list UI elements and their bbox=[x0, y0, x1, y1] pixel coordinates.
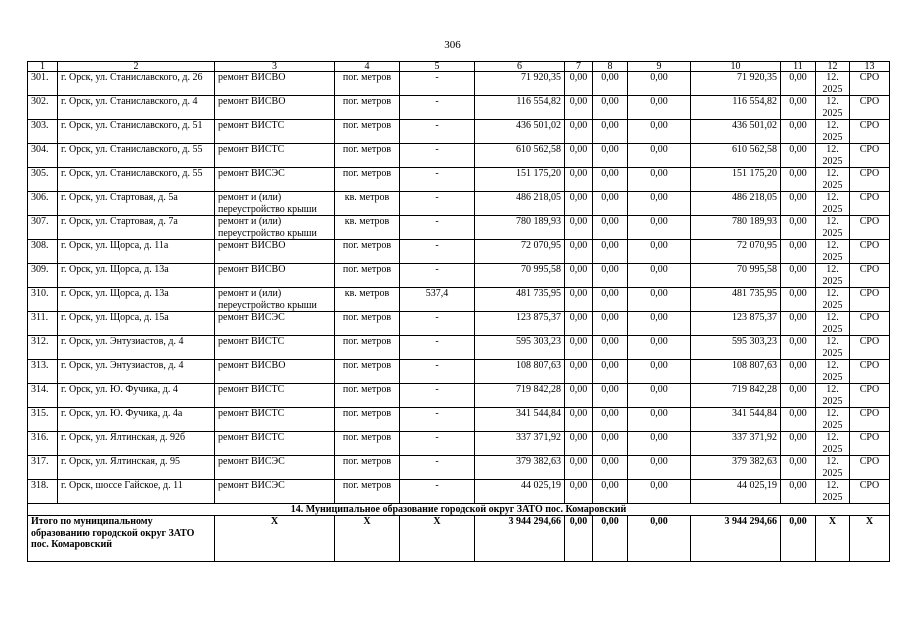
fund-cell-11: 0,00 bbox=[781, 96, 816, 120]
fund-cell-8: 0,00 bbox=[593, 144, 628, 168]
address-cell: г. Орск, ул. Щорса, д. 13а bbox=[58, 288, 215, 312]
fund-cell-10: 341 544,84 bbox=[691, 408, 781, 432]
row-number: 310. bbox=[28, 288, 58, 312]
table-row bbox=[28, 480, 890, 504]
fund-cell-9: 0,00 bbox=[628, 264, 691, 288]
work-type-cell: ремонт ВИСВО bbox=[215, 240, 335, 264]
fund-cell-7: 0,00 bbox=[565, 360, 593, 384]
fund-cell-8: 0,00 bbox=[593, 288, 628, 312]
fund-cell-8: 0,00 bbox=[593, 456, 628, 480]
address-cell: г. Орск, ул. Стартовая, д. 7а bbox=[58, 216, 215, 240]
cost-total-cell: 70 995,58 bbox=[475, 264, 565, 288]
row-number: 302. bbox=[28, 96, 58, 120]
unit-cell: пог. метров bbox=[335, 264, 400, 288]
method-cell: СРО bbox=[850, 264, 890, 288]
fund-cell-8: 0,00 bbox=[593, 240, 628, 264]
fund-cell-11: 0,00 bbox=[781, 168, 816, 192]
row-number: 313. bbox=[28, 360, 58, 384]
deadline-cell: 12. 2025 bbox=[816, 432, 850, 456]
unit-cell: пог. метров bbox=[335, 408, 400, 432]
work-type-cell: ремонт ВИСЭС bbox=[215, 480, 335, 504]
deadline-cell: 12. 2025 bbox=[816, 144, 850, 168]
work-type-cell: ремонт ВИСВО bbox=[215, 264, 335, 288]
deadline-cell: 12. 2025 bbox=[816, 120, 850, 144]
row-number: 312. bbox=[28, 336, 58, 360]
unit-cell: кв. метров bbox=[335, 192, 400, 216]
total-cell-9: 0,00 bbox=[628, 516, 691, 562]
cost-total-cell: 71 920,35 bbox=[475, 72, 565, 96]
cost-total-cell: 481 735,95 bbox=[475, 288, 565, 312]
fund-cell-11: 0,00 bbox=[781, 432, 816, 456]
cost-total-cell: 151 175,20 bbox=[475, 168, 565, 192]
total-cell-11: 0,00 bbox=[781, 516, 816, 562]
work-type-cell: ремонт ВИСВО bbox=[215, 360, 335, 384]
cost-total-cell: 595 303,23 bbox=[475, 336, 565, 360]
fund-cell-8: 0,00 bbox=[593, 432, 628, 456]
table-row bbox=[28, 456, 890, 480]
work-type-cell: ремонт и (или) переустройство крыши bbox=[215, 192, 335, 216]
fund-cell-7: 0,00 bbox=[565, 240, 593, 264]
fund-cell-8: 0,00 bbox=[593, 72, 628, 96]
fund-cell-8: 0,00 bbox=[593, 336, 628, 360]
method-cell: СРО bbox=[850, 192, 890, 216]
column-number-3: 3 bbox=[215, 62, 335, 72]
quantity-cell: - bbox=[400, 336, 475, 360]
table-row bbox=[28, 192, 890, 216]
cost-total-cell: 379 382,63 bbox=[475, 456, 565, 480]
fund-cell-7: 0,00 bbox=[565, 96, 593, 120]
fund-cell-11: 0,00 bbox=[781, 120, 816, 144]
quantity-cell: - bbox=[400, 408, 475, 432]
cost-total-cell: 341 544,84 bbox=[475, 408, 565, 432]
deadline-cell: 12. 2025 bbox=[816, 264, 850, 288]
address-cell: г. Орск, ул. Станиславского, д. 55 bbox=[58, 144, 215, 168]
cost-total-cell: 44 025,19 bbox=[475, 480, 565, 504]
row-number: 317. bbox=[28, 456, 58, 480]
table-row bbox=[28, 216, 890, 240]
method-cell: СРО bbox=[850, 216, 890, 240]
fund-cell-8: 0,00 bbox=[593, 408, 628, 432]
deadline-cell: 12. 2025 bbox=[816, 240, 850, 264]
address-cell: г. Орск, ул. Стартовая, д. 5а bbox=[58, 192, 215, 216]
table-row bbox=[28, 432, 890, 456]
fund-cell-7: 0,00 bbox=[565, 408, 593, 432]
unit-cell: пог. метров bbox=[335, 144, 400, 168]
unit-cell: пог. метров bbox=[335, 456, 400, 480]
column-number-10: 10 bbox=[691, 62, 781, 72]
unit-cell: кв. метров bbox=[335, 216, 400, 240]
row-number: 305. bbox=[28, 168, 58, 192]
column-number-11: 11 bbox=[781, 62, 816, 72]
cost-total-cell: 337 371,92 bbox=[475, 432, 565, 456]
work-type-cell: ремонт ВИСТС bbox=[215, 144, 335, 168]
fund-cell-8: 0,00 bbox=[593, 384, 628, 408]
deadline-cell: 12. 2025 bbox=[816, 72, 850, 96]
total-cell-7: 0,00 bbox=[565, 516, 593, 562]
fund-cell-7: 0,00 bbox=[565, 192, 593, 216]
method-cell: СРО bbox=[850, 168, 890, 192]
unit-cell: пог. метров bbox=[335, 480, 400, 504]
deadline-cell: 12. 2025 bbox=[816, 168, 850, 192]
method-cell: СРО bbox=[850, 96, 890, 120]
table-row bbox=[28, 240, 890, 264]
work-type-cell: ремонт ВИСЭС bbox=[215, 312, 335, 336]
column-number-9: 9 bbox=[628, 62, 691, 72]
column-number-1: 1 bbox=[28, 62, 58, 72]
column-number-13: 13 bbox=[850, 62, 890, 72]
fund-cell-9: 0,00 bbox=[628, 192, 691, 216]
fund-cell-9: 0,00 bbox=[628, 144, 691, 168]
fund-cell-11: 0,00 bbox=[781, 456, 816, 480]
quantity-cell: - bbox=[400, 192, 475, 216]
quantity-cell: - bbox=[400, 72, 475, 96]
fund-cell-9: 0,00 bbox=[628, 336, 691, 360]
fund-cell-7: 0,00 bbox=[565, 72, 593, 96]
work-type-cell: ремонт и (или) переустройство крыши bbox=[215, 288, 335, 312]
fund-cell-10: 70 995,58 bbox=[691, 264, 781, 288]
deadline-cell: 12. 2025 bbox=[816, 456, 850, 480]
fund-cell-11: 0,00 bbox=[781, 312, 816, 336]
fund-cell-8: 0,00 bbox=[593, 168, 628, 192]
cost-total-cell: 780 189,93 bbox=[475, 216, 565, 240]
method-cell: СРО bbox=[850, 72, 890, 96]
table-row bbox=[28, 312, 890, 336]
page-number: 306 bbox=[444, 39, 461, 51]
fund-cell-8: 0,00 bbox=[593, 264, 628, 288]
unit-cell: кв. метров bbox=[335, 288, 400, 312]
deadline-cell: 12. 2025 bbox=[816, 384, 850, 408]
deadline-cell: 12. 2025 bbox=[816, 96, 850, 120]
table-row bbox=[28, 120, 890, 144]
quantity-cell: - bbox=[400, 120, 475, 144]
quantity-cell: - bbox=[400, 144, 475, 168]
column-number-7: 7 bbox=[565, 62, 593, 72]
column-number-6: 6 bbox=[475, 62, 565, 72]
total-cell-12: Х bbox=[816, 516, 850, 562]
fund-cell-11: 0,00 bbox=[781, 216, 816, 240]
fund-cell-9: 0,00 bbox=[628, 456, 691, 480]
fund-cell-11: 0,00 bbox=[781, 288, 816, 312]
work-type-cell: ремонт ВИСЭС bbox=[215, 456, 335, 480]
cost-total-cell: 108 807,63 bbox=[475, 360, 565, 384]
quantity-cell: - bbox=[400, 240, 475, 264]
fund-cell-10: 610 562,58 bbox=[691, 144, 781, 168]
fund-cell-7: 0,00 bbox=[565, 288, 593, 312]
row-number: 308. bbox=[28, 240, 58, 264]
method-cell: СРО bbox=[850, 408, 890, 432]
fund-cell-11: 0,00 bbox=[781, 72, 816, 96]
fund-cell-9: 0,00 bbox=[628, 360, 691, 384]
fund-cell-11: 0,00 bbox=[781, 336, 816, 360]
total-cost: 3 944 294,66 bbox=[475, 516, 565, 562]
method-cell: СРО bbox=[850, 336, 890, 360]
address-cell: г. Орск, шоссе Гайское, д. 11 bbox=[58, 480, 215, 504]
quantity-cell: - bbox=[400, 360, 475, 384]
capital-repair-table bbox=[27, 61, 890, 562]
quantity-cell: - bbox=[400, 384, 475, 408]
deadline-cell: 12. 2025 bbox=[816, 288, 850, 312]
table-row bbox=[28, 384, 890, 408]
fund-cell-10: 44 025,19 bbox=[691, 480, 781, 504]
deadline-cell: 12. 2025 bbox=[816, 312, 850, 336]
fund-cell-11: 0,00 bbox=[781, 144, 816, 168]
fund-cell-10: 486 218,05 bbox=[691, 192, 781, 216]
address-cell: г. Орск, ул. Станиславского, д. 51 bbox=[58, 120, 215, 144]
row-number: 316. bbox=[28, 432, 58, 456]
fund-cell-10: 379 382,63 bbox=[691, 456, 781, 480]
quantity-cell: - bbox=[400, 264, 475, 288]
fund-cell-8: 0,00 bbox=[593, 192, 628, 216]
fund-cell-7: 0,00 bbox=[565, 144, 593, 168]
address-cell: г. Орск, ул. Щорса, д. 13а bbox=[58, 264, 215, 288]
column-number-12: 12 bbox=[816, 62, 850, 72]
row-number: 311. bbox=[28, 312, 58, 336]
column-number-4: 4 bbox=[335, 62, 400, 72]
method-cell: СРО bbox=[850, 384, 890, 408]
work-type-cell: ремонт и (или) переустройство крыши bbox=[215, 216, 335, 240]
unit-cell: пог. метров bbox=[335, 120, 400, 144]
fund-cell-10: 719 842,28 bbox=[691, 384, 781, 408]
work-type-cell: ремонт ВИСТС bbox=[215, 408, 335, 432]
deadline-cell: 12. 2025 bbox=[816, 480, 850, 504]
method-cell: СРО bbox=[850, 312, 890, 336]
fund-cell-10: 780 189,93 bbox=[691, 216, 781, 240]
total-cell-5: Х bbox=[400, 516, 475, 562]
total-cell-3: Х bbox=[215, 516, 335, 562]
work-type-cell: ремонт ВИСВО bbox=[215, 72, 335, 96]
fund-cell-8: 0,00 bbox=[593, 480, 628, 504]
unit-cell: пог. метров bbox=[335, 168, 400, 192]
fund-cell-7: 0,00 bbox=[565, 216, 593, 240]
fund-cell-10: 595 303,23 bbox=[691, 336, 781, 360]
fund-cell-7: 0,00 bbox=[565, 120, 593, 144]
fund-cell-11: 0,00 bbox=[781, 480, 816, 504]
address-cell: г. Орск, ул. Ялтинская, д. 95 bbox=[58, 456, 215, 480]
total-cell-8: 0,00 bbox=[593, 516, 628, 562]
fund-cell-10: 123 875,37 bbox=[691, 312, 781, 336]
total-label: Итого по муниципальному образованию городской округ ЗАТО пос. Комаровский bbox=[28, 516, 215, 562]
cost-total-cell: 116 554,82 bbox=[475, 96, 565, 120]
work-type-cell: ремонт ВИСТС bbox=[215, 432, 335, 456]
unit-cell: пог. метров bbox=[335, 96, 400, 120]
fund-cell-10: 72 070,95 bbox=[691, 240, 781, 264]
cost-total-cell: 436 501,02 bbox=[475, 120, 565, 144]
fund-cell-7: 0,00 bbox=[565, 432, 593, 456]
cost-total-cell: 72 070,95 bbox=[475, 240, 565, 264]
fund-cell-8: 0,00 bbox=[593, 360, 628, 384]
address-cell: г. Орск, ул. Станиславского, д. 26 bbox=[58, 72, 215, 96]
row-number: 315. bbox=[28, 408, 58, 432]
address-cell: г. Орск, ул. Энтузиастов, д. 4 bbox=[58, 360, 215, 384]
fund-cell-11: 0,00 bbox=[781, 408, 816, 432]
fund-cell-7: 0,00 bbox=[565, 264, 593, 288]
fund-cell-9: 0,00 bbox=[628, 72, 691, 96]
address-cell: г. Орск, ул. Щорса, д. 11а bbox=[58, 240, 215, 264]
fund-cell-10: 116 554,82 bbox=[691, 96, 781, 120]
fund-cell-7: 0,00 bbox=[565, 336, 593, 360]
fund-cell-11: 0,00 bbox=[781, 360, 816, 384]
fund-cell-7: 0,00 bbox=[565, 384, 593, 408]
work-type-cell: ремонт ВИСТС bbox=[215, 336, 335, 360]
total-cell-13: Х bbox=[850, 516, 890, 562]
row-number: 318. bbox=[28, 480, 58, 504]
table-row bbox=[28, 336, 890, 360]
fund-cell-9: 0,00 bbox=[628, 432, 691, 456]
cost-total-cell: 719 842,28 bbox=[475, 384, 565, 408]
fund-cell-8: 0,00 bbox=[593, 312, 628, 336]
cost-total-cell: 486 218,05 bbox=[475, 192, 565, 216]
method-cell: СРО bbox=[850, 456, 890, 480]
unit-cell: пог. метров bbox=[335, 336, 400, 360]
total-cell-10: 3 944 294,66 bbox=[691, 516, 781, 562]
quantity-cell: - bbox=[400, 432, 475, 456]
address-cell: г. Орск, ул. Станиславского, д. 55 bbox=[58, 168, 215, 192]
method-cell: СРО bbox=[850, 480, 890, 504]
address-cell: г. Орск, ул. Ю. Фучика, д. 4 bbox=[58, 384, 215, 408]
work-type-cell: ремонт ВИСВО bbox=[215, 96, 335, 120]
cost-total-cell: 123 875,37 bbox=[475, 312, 565, 336]
fund-cell-9: 0,00 bbox=[628, 312, 691, 336]
address-cell: г. Орск, ул. Щорса, д. 15а bbox=[58, 312, 215, 336]
fund-cell-8: 0,00 bbox=[593, 216, 628, 240]
quantity-cell: - bbox=[400, 480, 475, 504]
fund-cell-7: 0,00 bbox=[565, 456, 593, 480]
fund-cell-11: 0,00 bbox=[781, 192, 816, 216]
method-cell: СРО bbox=[850, 144, 890, 168]
deadline-cell: 12. 2025 bbox=[816, 408, 850, 432]
row-number: 306. bbox=[28, 192, 58, 216]
method-cell: СРО bbox=[850, 432, 890, 456]
unit-cell: пог. метров bbox=[335, 72, 400, 96]
unit-cell: пог. метров bbox=[335, 360, 400, 384]
column-number-2: 2 bbox=[58, 62, 215, 72]
table-row bbox=[28, 264, 890, 288]
fund-cell-8: 0,00 bbox=[593, 96, 628, 120]
column-number-8: 8 bbox=[593, 62, 628, 72]
deadline-cell: 12. 2025 bbox=[816, 336, 850, 360]
table-row bbox=[28, 360, 890, 384]
row-number: 307. bbox=[28, 216, 58, 240]
unit-cell: пог. метров bbox=[335, 312, 400, 336]
fund-cell-11: 0,00 bbox=[781, 384, 816, 408]
fund-cell-9: 0,00 bbox=[628, 216, 691, 240]
quantity-cell: - bbox=[400, 96, 475, 120]
fund-cell-10: 71 920,35 bbox=[691, 72, 781, 96]
work-type-cell: ремонт ВИСЭС bbox=[215, 168, 335, 192]
fund-cell-10: 108 807,63 bbox=[691, 360, 781, 384]
method-cell: СРО bbox=[850, 240, 890, 264]
section-title: 14. Муниципальное образование городской округ ЗАТО пос. Комаровский bbox=[28, 504, 890, 516]
table-row bbox=[28, 144, 890, 168]
section-title-row bbox=[28, 504, 890, 516]
row-number: 303. bbox=[28, 120, 58, 144]
fund-cell-9: 0,00 bbox=[628, 240, 691, 264]
quantity-cell: 537,4 bbox=[400, 288, 475, 312]
row-number: 314. bbox=[28, 384, 58, 408]
deadline-cell: 12. 2025 bbox=[816, 216, 850, 240]
fund-cell-11: 0,00 bbox=[781, 240, 816, 264]
quantity-cell: - bbox=[400, 216, 475, 240]
fund-cell-7: 0,00 bbox=[565, 312, 593, 336]
table-row bbox=[28, 288, 890, 312]
fund-cell-9: 0,00 bbox=[628, 120, 691, 144]
table-row bbox=[28, 408, 890, 432]
quantity-cell: - bbox=[400, 168, 475, 192]
unit-cell: пог. метров bbox=[335, 384, 400, 408]
table-row bbox=[28, 96, 890, 120]
row-number: 304. bbox=[28, 144, 58, 168]
deadline-cell: 12. 2025 bbox=[816, 360, 850, 384]
fund-cell-8: 0,00 bbox=[593, 120, 628, 144]
fund-cell-10: 436 501,02 bbox=[691, 120, 781, 144]
address-cell: г. Орск, ул. Станиславского, д. 4 bbox=[58, 96, 215, 120]
fund-cell-9: 0,00 bbox=[628, 288, 691, 312]
cost-total-cell: 610 562,58 bbox=[475, 144, 565, 168]
table-row bbox=[28, 168, 890, 192]
table-row bbox=[28, 72, 890, 96]
fund-cell-9: 0,00 bbox=[628, 480, 691, 504]
fund-cell-10: 151 175,20 bbox=[691, 168, 781, 192]
work-type-cell: ремонт ВИСТС bbox=[215, 120, 335, 144]
fund-cell-9: 0,00 bbox=[628, 408, 691, 432]
unit-cell: пог. метров bbox=[335, 240, 400, 264]
address-cell: г. Орск, ул. Ю. Фучика, д. 4а bbox=[58, 408, 215, 432]
row-number: 309. bbox=[28, 264, 58, 288]
quantity-cell: - bbox=[400, 312, 475, 336]
work-type-cell: ремонт ВИСТС bbox=[215, 384, 335, 408]
method-cell: СРО bbox=[850, 120, 890, 144]
quantity-cell: - bbox=[400, 456, 475, 480]
fund-cell-7: 0,00 bbox=[565, 480, 593, 504]
fund-cell-10: 337 371,92 bbox=[691, 432, 781, 456]
column-number-row bbox=[28, 62, 890, 72]
fund-cell-10: 481 735,95 bbox=[691, 288, 781, 312]
row-number: 301. bbox=[28, 72, 58, 96]
fund-cell-9: 0,00 bbox=[628, 384, 691, 408]
deadline-cell: 12. 2025 bbox=[816, 192, 850, 216]
total-row bbox=[28, 516, 890, 562]
method-cell: СРО bbox=[850, 288, 890, 312]
unit-cell: пог. метров bbox=[335, 432, 400, 456]
fund-cell-7: 0,00 bbox=[565, 168, 593, 192]
fund-cell-11: 0,00 bbox=[781, 264, 816, 288]
fund-cell-9: 0,00 bbox=[628, 96, 691, 120]
column-number-5: 5 bbox=[400, 62, 475, 72]
address-cell: г. Орск, ул. Энтузиастов, д. 4 bbox=[58, 336, 215, 360]
fund-cell-9: 0,00 bbox=[628, 168, 691, 192]
total-cell-4: Х bbox=[335, 516, 400, 562]
method-cell: СРО bbox=[850, 360, 890, 384]
address-cell: г. Орск, ул. Ялтинская, д. 92б bbox=[58, 432, 215, 456]
